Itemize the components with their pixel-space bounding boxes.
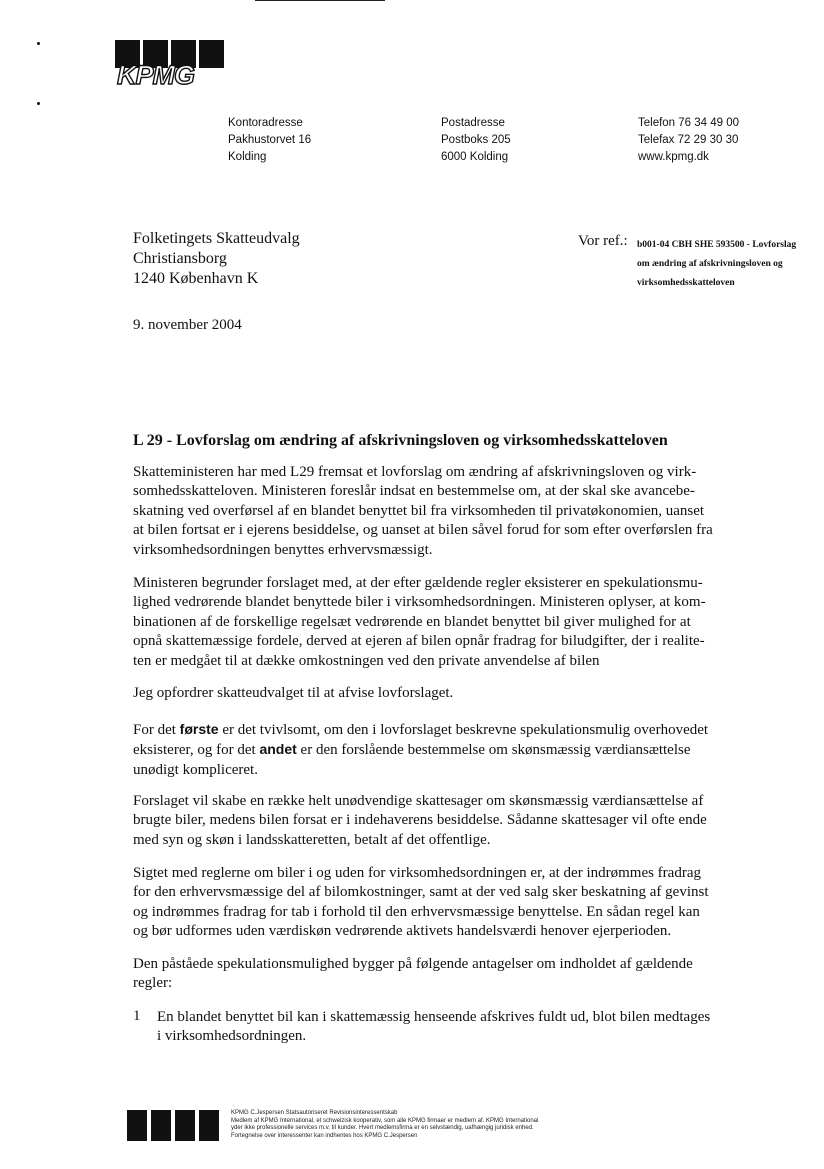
text-line: virksomhedsordningen benyttes erhvervsmæssigt. <box>133 541 433 558</box>
address-label: Kontoradresse <box>228 117 303 129</box>
website-link[interactable]: www.kpmg.dk <box>638 151 709 163</box>
postal-box: Postboks 205 <box>441 134 511 146</box>
text-line: ten er medgået til at dække omkostningen ved den private anvendelse af bilen <box>133 652 600 669</box>
text-line: Den påståede spekulationsmulighed bygger på følgende antagelser om indholdet af gældende <box>133 956 693 972</box>
scan-dot <box>37 42 40 45</box>
paragraph-7 <box>133 955 723 994</box>
text-line: i virksomhedsordningen. <box>157 1028 307 1045</box>
text-line <box>133 740 723 760</box>
text-line: Ministeren begrunder forslaget med, at der efter gældende regler eksisterer en spekulationsmu- <box>133 575 703 591</box>
office-address <box>228 115 311 166</box>
emphasis-first: første <box>179 721 219 737</box>
text-run: For det <box>133 722 180 738</box>
postal-address <box>441 115 511 166</box>
text-run: eksisterer, og for det <box>133 742 260 759</box>
text-line: binationen af de forskellige regelsæt vedrørende en blandet benyttet bil giver mulighed for at <box>133 613 691 630</box>
recipient-building: Christiansborg <box>133 250 227 267</box>
text-run: er det tvivlsomt, om den i lovforslaget beskrevne spekulationsmulig overhovedet <box>218 722 709 738</box>
text-line: Sigtet med reglerne om biler i og uden for virksomhedsordningen er, at der indrømmes fradrag <box>133 865 701 881</box>
text-line: Forslaget vil skabe en række helt unødvendige skattesager om skønsmæssig værdiansættelse af <box>133 793 704 809</box>
footer-line: Medlem af KPMG International, et schweizisk kooperativ, som alle KPMG firmaer er medlem af. KPMG International <box>231 1117 539 1124</box>
paragraph-1 <box>133 463 723 560</box>
footer-logo-block <box>151 1110 171 1141</box>
text-line: brugte biler, medens bilen forsat er i indehaverens besiddelse. Sådanne skattesager vil ofte ende <box>133 812 707 829</box>
logo-block <box>199 40 224 68</box>
address-street: Pakhustorvet 16 <box>228 134 312 146</box>
reference-line: om ændring af afskrivningsloven og <box>637 259 783 269</box>
text-line: lighed vedrørende blandet benyttede biler i virksomhedsordningen. Ministeren oplyser, at kom- <box>133 594 706 611</box>
scan-dot <box>37 102 40 105</box>
text-line: skatning ved overførsel af en blandet benyttet bil fra virksomheden til privatøkonomien, uanset <box>133 502 705 519</box>
recipient-address <box>133 229 300 289</box>
footer-line: yder ikke professionelle services m.v. til kunder. Hvert medlemsfirma er en selvstændig, uafhængig juridisk enhed. <box>231 1125 534 1132</box>
paragraph-5 <box>133 792 723 850</box>
paragraph-6 <box>133 864 723 942</box>
text-run: er den forslående bestemmelse om skønsmæssig værdiansættelse <box>296 742 691 759</box>
text-line: med syn og skøn i landsskatteretten, betalt af det offentlige. <box>133 831 491 848</box>
footer-logo-block <box>127 1110 147 1141</box>
recipient-name: Folketingets Skatteudvalg <box>133 230 300 247</box>
footer-line: Fortegnelse over interessenter kan indhentes hos KPMG C.Jespersen <box>231 1132 418 1139</box>
text-line: Skatteministeren har med L29 fremsat et lovforslag om ændring af afskrivningsloven og virk- <box>133 464 697 480</box>
text-line: regler: <box>133 975 173 992</box>
text-line: opnå skattemæssige fordele, derved at ejeren af bilen opnår fradrag for biludgifter, der i realite- <box>133 633 705 650</box>
letter-heading: L 29 - Lovforslag om ændring af afskrivningsloven og virksomhedsskatteloven <box>133 432 668 449</box>
text-line: og bør udformes uden værdiskøn vedrørende aktivets handelsværdi henover ejerperioden. <box>133 923 672 940</box>
text-line <box>133 720 723 740</box>
logo-wordmark: KPMG <box>117 60 194 90</box>
footer-legal-text <box>231 1110 538 1140</box>
reference-line: virksomhedsskatteloven <box>637 278 735 288</box>
reference-label: Vor ref.: <box>578 233 628 249</box>
footer-line: KPMG C.Jespersen Statsautoriseret Revisionsinteressentskab <box>231 1110 398 1116</box>
paragraph-4 <box>133 720 723 780</box>
contact-info <box>638 115 739 166</box>
text-line: Jeg opfordrer skatteudvalget til at afvise lovforslaget. <box>133 685 454 701</box>
text-line: somhedsskatteloven. Ministeren foreslår indsat en bestemmelse om, at der skal ske avancebe- <box>133 483 695 500</box>
address-city: Kolding <box>228 151 267 163</box>
text-line: for den erhvervsmæssige del af bilomkostninger, samt at der ved salg sker beskatning af gevinst <box>133 884 709 901</box>
list-item <box>157 1008 710 1047</box>
paragraph-2 <box>133 574 723 671</box>
text-line: og indrømmes fradrag for tab i forhold til den erhvervsmæssige benyttelse. En sådan regel kan <box>133 903 700 920</box>
postal-city: 6000 Kolding <box>441 151 509 163</box>
emphasis-second: andet <box>259 741 297 758</box>
kpmg-logo <box>115 40 227 88</box>
fax: Telefax 72 29 30 30 <box>638 134 739 146</box>
letter-date: 9. november 2004 <box>133 317 242 333</box>
phone: Telefon 76 34 49 00 <box>638 117 740 129</box>
paragraph-3 <box>133 684 723 703</box>
list-number: 1 <box>133 1008 141 1024</box>
footer-logo-block <box>199 1110 219 1141</box>
reference-text <box>637 236 796 293</box>
postal-label: Postadresse <box>441 117 505 129</box>
recipient-city: 1240 København K <box>133 270 259 287</box>
top-scan-line <box>255 0 385 1</box>
text-line: En blandet benyttet bil kan i skattemæssig henseende afskrives fuldt ud, blot bilen medtages <box>157 1009 711 1025</box>
text-line: unødigt kompliceret. <box>133 761 258 778</box>
text-line: at bilen fortsat er i ejerens besiddelse, og uanset at bilen såvel forud for som efter overførslen fra <box>133 522 713 539</box>
footer-logo-block <box>175 1110 195 1141</box>
reference-line: b001-04 CBH SHE 593500 - Lovforslag <box>637 240 797 250</box>
